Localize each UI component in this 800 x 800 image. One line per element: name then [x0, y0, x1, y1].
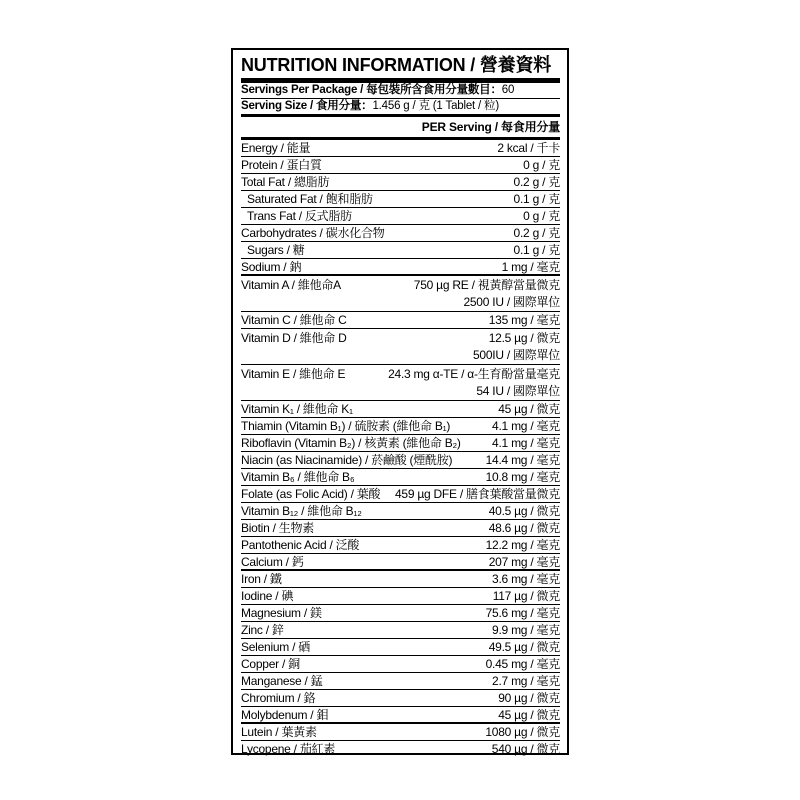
nutrient-row	[241, 537, 560, 554]
nutrient-value: 24.3 mg α-TE / α-生育酚當量毫克	[388, 367, 560, 381]
nutrient-value: 207 mg / 毫克	[488, 555, 560, 569]
nutrient-row	[241, 312, 560, 329]
nutrient-row	[241, 329, 560, 365]
nutrient-value: 90 µg / 微克	[498, 691, 560, 705]
nutrient-value: 459 µg DFE / 膳食葉酸當量微克	[394, 487, 560, 501]
nutrient-row	[241, 435, 560, 452]
nutrient-value-group	[514, 243, 560, 258]
nutrient-value: 12.5 µg / 微克	[488, 331, 560, 345]
nutrient-row	[241, 503, 560, 520]
nutrient-row	[241, 259, 560, 275]
nutrient-row	[241, 639, 560, 656]
nutrient-value: 1080 µg / 微克	[485, 725, 560, 739]
nutrient-row	[241, 520, 560, 537]
nutrient-value-group	[486, 470, 560, 485]
nutrient-label: Thiamin (Vitamin B₁) / 硫胺素 (維他命 B₁)	[241, 419, 451, 433]
nutrient-value-group	[492, 436, 560, 451]
nutrient-value-group	[486, 657, 560, 672]
nutrient-label: Biotin / 生物素	[241, 521, 315, 535]
nutrient-label: Energy / 能量	[241, 141, 311, 155]
nutrient-label: Niacin (as Niacinamide) / 菸鹼酸 (煙酰胺)	[241, 453, 453, 467]
minerals-section	[241, 571, 560, 723]
nutrient-row	[241, 605, 560, 622]
others-section	[241, 724, 560, 757]
nutrient-value-group	[485, 725, 560, 740]
nutrient-value: 10.8 mg / 毫克	[485, 470, 560, 484]
nutrient-value: 0.2 g / 克	[513, 175, 560, 189]
nutrient-value: 40.5 µg / 微克	[488, 504, 560, 518]
macros-section	[241, 140, 560, 275]
nutrient-row	[241, 673, 560, 690]
nutrient-label: Vitamin E / 維他命 E	[241, 367, 346, 381]
nutrient-value-group	[514, 175, 560, 190]
nutrient-value: 750 µg RE / 視黃醇當量微克	[413, 278, 560, 292]
nutrient-row	[241, 588, 560, 605]
nutrient-value-secondary: 2500 IU / 國際單位	[463, 295, 560, 309]
nutrient-label: Molybdenum / 鉬	[241, 708, 329, 722]
nutrient-value-group	[523, 158, 560, 173]
nutrient-value-group	[492, 742, 560, 757]
nutrient-label: Copper / 銅	[241, 657, 300, 671]
nutrient-value: 135 mg / 毫克	[488, 313, 560, 327]
nutrient-row	[241, 242, 560, 259]
nutrient-value-group	[489, 555, 560, 570]
serving-size-label: Serving Size / 食用分量：	[241, 100, 373, 112]
nutrient-value: 3.6 mg / 毫克	[492, 572, 560, 586]
nutrient-value: 0 g / 克	[523, 209, 560, 223]
nutrient-label: Riboflavin (Vitamin B₂) / 核黃素 (維他命 B₂)	[241, 436, 461, 450]
nutrient-value: 48.6 µg / 微克	[488, 521, 560, 535]
nutrient-row	[241, 571, 560, 588]
nutrient-value-group	[492, 674, 560, 689]
nutrient-label: Magnesium / 鎂	[241, 606, 322, 620]
nutrient-value: 0.1 g / 克	[513, 192, 560, 206]
nutrient-label: Pantothenic Acid / 泛酸	[241, 538, 360, 552]
nutrient-label: Calcium / 鈣	[241, 555, 304, 569]
nutrient-value-group	[498, 402, 560, 417]
nutrient-value-group	[492, 572, 560, 587]
nutrient-value: 0.45 mg / 毫克	[485, 657, 560, 671]
nutrient-value: 75.6 mg / 毫克	[485, 606, 560, 620]
nutrient-value: 49.5 µg / 微克	[488, 640, 560, 654]
nutrient-value: 4.1 mg / 毫克	[492, 419, 560, 433]
nutrient-label: Trans Fat / 反式脂肪	[247, 209, 352, 223]
nutrient-row	[241, 401, 560, 418]
nutrient-label: Zinc / 鋅	[241, 623, 284, 637]
nutrient-value-group	[395, 487, 560, 502]
servings-per-package-label: Servings Per Package / 每包裝所含食用分量數目：	[241, 84, 502, 96]
nutrient-value-group	[489, 640, 560, 655]
nutrient-label: Sugars / 糖	[247, 243, 305, 257]
nutrient-value: 540 µg / 微克	[491, 742, 560, 756]
nutrition-panel	[231, 48, 569, 755]
serving-size-value: 1.456 g / 克 (1 Tablet / 粒)	[372, 100, 499, 112]
nutrient-value: 45 µg / 微克	[498, 708, 560, 722]
nutrient-label: Vitamin K₁ / 維他命 K₁	[241, 402, 353, 416]
nutrient-value-group	[489, 504, 560, 519]
nutrient-label: Vitamin B₆ / 維他命 B₆	[241, 470, 355, 484]
nutrient-value-group	[414, 277, 560, 311]
nutrient-label: Manganese / 錳	[241, 674, 323, 688]
nutrient-value-group	[473, 330, 560, 364]
nutrient-value-group	[489, 521, 560, 536]
nutrient-value-group	[492, 419, 560, 434]
nutrient-row	[241, 452, 560, 469]
nutrient-row	[241, 365, 560, 401]
nutrient-label: Carbohydrates / 碳水化合物	[241, 226, 385, 240]
nutrient-label: Total Fat / 總脂肪	[241, 175, 330, 189]
nutrient-label: Lutein / 葉黃素	[241, 725, 317, 739]
nutrient-row	[241, 622, 560, 639]
nutrient-row	[241, 276, 560, 312]
nutrient-value-group	[523, 209, 560, 224]
nutrient-row	[241, 157, 560, 174]
nutrient-row	[241, 690, 560, 707]
servings-per-package-value: 60	[501, 84, 515, 96]
nutrient-value-group	[492, 623, 560, 638]
nutrient-label: Iodine / 碘	[241, 589, 294, 603]
nutrient-value-group	[514, 192, 560, 207]
nutrient-label: Folate (as Folic Acid) / 葉酸	[241, 487, 381, 501]
nutrient-label: Saturated Fat / 飽和脂肪	[247, 192, 373, 206]
nutrient-value-secondary: 54 IU / 國際單位	[476, 384, 560, 398]
nutrient-value: 0.1 g / 克	[513, 243, 560, 257]
nutrient-value-group	[498, 691, 560, 706]
nutrient-row	[241, 486, 560, 503]
nutrient-label: Lycopene / 茄紅素	[241, 742, 336, 756]
nutrient-value-group	[486, 538, 560, 553]
nutrient-row	[241, 418, 560, 435]
vitamins-section	[241, 276, 560, 570]
nutrient-value: 0.2 g / 克	[513, 226, 560, 240]
per-serving-header: PER Serving / 每食用分量	[421, 120, 560, 134]
nutrient-value-group	[486, 606, 560, 621]
nutrient-row	[241, 174, 560, 191]
nutrient-row	[241, 191, 560, 208]
nutrient-value-group	[489, 313, 560, 328]
nutrient-value-group	[498, 708, 560, 723]
nutrient-row	[241, 554, 560, 570]
nutrient-value: 1 mg / 毫克	[501, 260, 560, 274]
nutrient-label: Selenium / 硒	[241, 640, 311, 654]
nutrient-row	[241, 208, 560, 225]
nutrient-label: Vitamin C / 維他命 C	[241, 313, 347, 327]
nutrient-value-group	[497, 141, 560, 156]
nutrient-value: 14.4 mg / 毫克	[485, 453, 560, 467]
nutrient-value: 2.7 mg / 毫克	[492, 674, 560, 688]
nutrient-value: 9.9 mg / 毫克	[492, 623, 560, 637]
nutrient-value: 2 kcal / 千卡	[497, 141, 560, 155]
panel-title: NUTRITION INFORMATION / 營養資料	[241, 55, 552, 75]
nutrient-row	[241, 724, 560, 741]
nutrient-value-group	[493, 589, 560, 604]
nutrient-label: Sodium / 鈉	[241, 260, 302, 274]
nutrient-value: 45 µg / 微克	[498, 402, 560, 416]
servings-per-package	[241, 83, 560, 98]
nutrient-row	[241, 225, 560, 242]
nutrient-row	[241, 656, 560, 673]
nutrient-value: 12.2 mg / 毫克	[485, 538, 560, 552]
nutrient-label: Vitamin D / 維他命 D	[241, 331, 347, 345]
nutrient-value: 0 g / 克	[523, 158, 560, 172]
nutrient-label: Protein / 蛋白質	[241, 158, 322, 172]
nutrient-row	[241, 140, 560, 157]
nutrient-value-group	[514, 226, 560, 241]
nutrient-label: Vitamin B₁₂ / 維他命 B₁₂	[241, 504, 362, 518]
nutrient-row	[241, 741, 560, 757]
nutrient-label: Vitamin A / 維他命A	[241, 278, 341, 292]
nutrient-row	[241, 469, 560, 486]
serving-size	[241, 99, 560, 114]
nutrient-value: 4.1 mg / 毫克	[492, 436, 560, 450]
nutrient-row	[241, 707, 560, 723]
nutrient-value-secondary: 500IU / 國際單位	[472, 348, 560, 362]
nutrient-value-group	[388, 366, 560, 400]
nutrient-value-group	[486, 453, 560, 468]
nutrient-label: Iron / 鐵	[241, 572, 282, 586]
nutrient-label: Chromium / 鉻	[241, 691, 316, 705]
nutrient-value: 117 µg / 微克	[492, 589, 560, 603]
nutrient-value-group	[502, 260, 560, 275]
